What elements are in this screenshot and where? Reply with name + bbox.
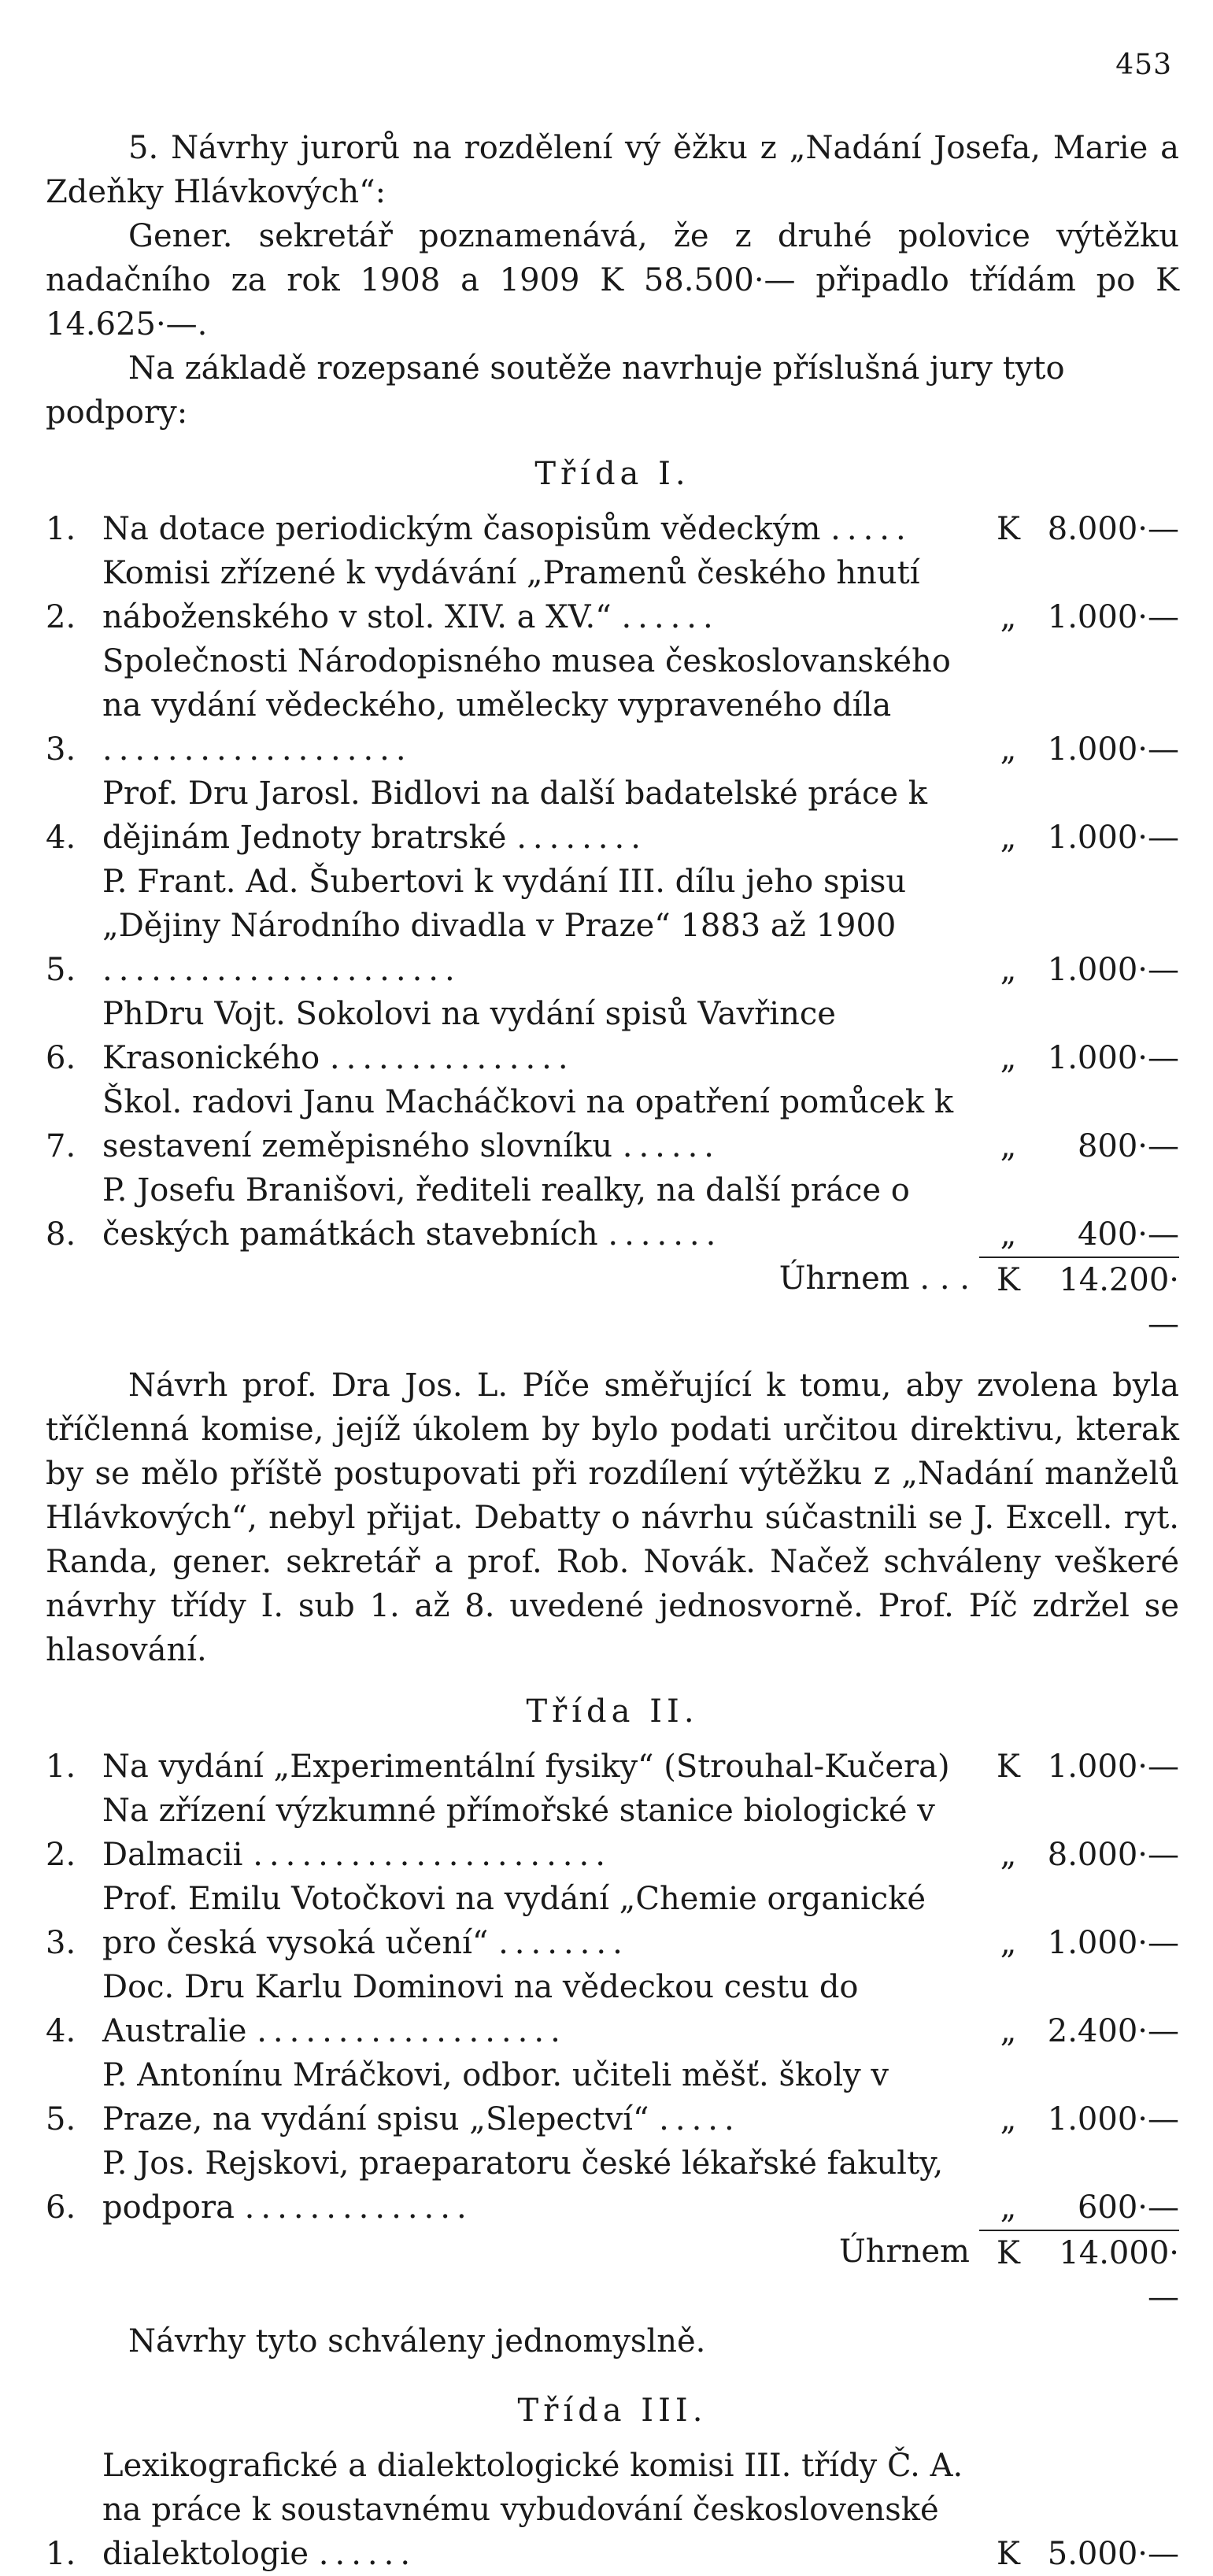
item-text [102,1745,979,1789]
item-description: Prof. Dru Jarosl. Bidlovi na další badatelské práce k dějinám Jednoty bratrské [102,775,928,856]
item-text [102,1080,979,1168]
item-text [102,507,979,551]
item-text [102,772,979,860]
item-amount: 1.000·— [1047,1925,1179,1961]
item-currency: „ [1000,1925,1017,1961]
list-item [46,1745,1179,1789]
item-description: P. Frant. Ad. Šubertovi k vydání III. dílu jeho spisu „Dějiny Národního divadla v Praze“ 1883 až 1900 [102,864,907,944]
list-item [46,772,1179,860]
item-currency: „ [1000,1216,1017,1253]
section-heading: 5. Návrhy jurorů na rozdělení vý ěžku z „Nadání Josefa, Marie a Zdeňky Hlávkových“: [46,130,1179,210]
item-text [102,992,979,1080]
item-text [102,551,979,639]
list-item [46,507,1179,551]
list-item [46,1080,1179,1168]
leader-dots: ................... [102,731,412,768]
item-description: Prof. Emilu Votočkovi na vydání „Chemie organické pro česká vysoká učení“ [102,1881,926,1961]
item-description: Doc. Dru Karlu Dominovi na vědeckou cestu do Australie [102,1969,859,2049]
item-description: Na vydání „Experimentální fysiky“ (Strouhal-Kučera) [102,1749,950,1785]
leader-dots: ....... [608,1216,723,1253]
class-1-total [102,1257,1179,1346]
class-2-list [46,1745,1179,2230]
item-text [102,1789,979,1877]
item-currency: „ [1000,2013,1017,2049]
leader-dots: ...... [318,2536,417,2572]
item-number: 3. [46,1925,76,1961]
list-item [46,2444,1179,2576]
leader-dots: ..... [830,511,912,547]
item-amount: 2.400·— [1047,2013,1179,2049]
paragraph-jury-intro: Na základě rozepsané soutěže navrhuje příslušná jury tyto podpory: [46,350,1065,431]
class-3-title: Třída III. [517,2393,708,2429]
item-description: Komisi zřízené k vydávání „Pramenů českého hnutí náboženského v stol. XIV. a XV.“ [102,555,920,635]
class-3-list [46,2444,1179,2576]
total-currency: K [979,2230,1037,2319]
item-number: 6. [46,1040,76,1076]
item-description: Lexikografické a dialektologické komisi III. třídy Č. A. na práce k soustavnému vybudování československé dialektologie [102,2448,963,2572]
item-description: Na dotace periodickým časopisům vědeckým [102,511,821,547]
item-description: PhDru Vojt. Sokolovi na vydání spisů Vavřince Krasonického [102,996,836,1076]
item-currency: „ [1000,1128,1017,1164]
item-currency: „ [1000,1040,1017,1076]
page-number: 453 [1115,49,1172,81]
class-2-total [102,2230,1179,2319]
leader-dots: .............. [244,2189,473,2226]
list-item [46,639,1179,772]
leader-dots: ........ [516,820,647,856]
leader-dots: ...................... [253,1837,612,1873]
item-number: 7. [46,1128,76,1164]
item-text [102,2444,979,2576]
item-description: P. Josefu Branišovi, řediteli realky, na další práce o českých památkách stavebních [102,1172,910,1253]
total-label: Úhrnem . . . [778,1260,970,1297]
item-number: 2. [46,599,76,635]
leader-dots: ...... [621,599,719,635]
paragraph-debate: Návrh prof. Dra Jos. L. Píče směřující k tomu, aby zvolena byla tříčlenná komise, jejíž úkolem by bylo podati určitou direktivu, kterak by se mělo příště postupovati při rozdílení výtěžku z „Nadání manželů Hlávkových“, nebyl přijat. Debatty o návrhu súčastnili se J. Excell. ryt. Randa, gener. sekretář a prof. Rob. Novák. Načež schváleny veškeré návrhy třídy I. sub 1. až 8. uvedené jednosvorně. Prof. Píč zdržel se hlasování. [46,1368,1179,1668]
list-item [46,860,1179,992]
item-amount: 1.000·— [1047,952,1179,988]
list-item [46,1168,1179,1257]
item-currency: „ [1000,1837,1017,1873]
list-item [46,2053,1179,2141]
item-number: 5. [46,2101,76,2137]
item-amount: 1.000·— [1047,1749,1179,1785]
item-currency: K [997,1749,1020,1785]
list-item [46,2141,1179,2230]
paragraph-secretary-note: Gener. sekretář poznamenává, že z druhé polovice výtěžku nadačního za rok 1908 a 1909 K 58.500·— připadlo třídám po K 14.625·—. [46,218,1179,342]
item-number: 3. [46,731,76,768]
item-text [102,860,979,992]
item-amount: 1.000·— [1047,2101,1179,2137]
item-text [102,2141,979,2230]
item-number: 4. [46,820,76,856]
list-item [46,1877,1179,1965]
item-description: Na zřízení výzkumné přímořské stanice biologické v Dalmacii [102,1793,935,1873]
item-currency: „ [1000,731,1017,768]
total-label: Úhrnem [839,2234,970,2270]
total-amount: 14.200·— [1037,1257,1179,1346]
item-description: P. Jos. Rejskovi, praeparatoru české lékařské fakulty, podpora [102,2145,944,2226]
item-amount: 8.000·— [1047,511,1179,547]
item-amount: 800·— [1077,1128,1179,1164]
item-currency: K [997,2536,1020,2572]
item-description: P. Antonínu Mráčkovi, odbor. učiteli měšť. školy v Praze, na vydání spisu „Slepectví“ [102,2057,889,2137]
list-item [46,992,1179,1080]
item-currency: „ [1000,599,1017,635]
item-number: 1. [46,511,76,547]
item-number: 8. [46,1216,76,1253]
item-amount: 400·— [1077,1216,1179,1253]
item-number: 4. [46,2013,76,2049]
item-text [102,2053,979,2141]
item-description: Společnosti Národopisného musea českoslovanského na vydání vědeckého, umělecky vypraveného díla [102,643,951,724]
item-amount: 1.000·— [1047,1040,1179,1076]
paragraph-approved: Návrhy tyto schváleny jednomyslně. [128,2323,706,2359]
item-currency: „ [1000,2101,1017,2137]
leader-dots: ..... [659,2101,741,2137]
leader-dots: ...................... [102,952,461,988]
item-amount: 8.000·— [1047,1837,1179,1873]
item-text [102,1877,979,1965]
leader-dots: ........ [498,1925,629,1961]
item-amount: 1.000·— [1047,820,1179,856]
list-item [46,551,1179,639]
class-1-title: Třída I. [534,456,690,492]
item-amount: 1.000·— [1047,599,1179,635]
total-currency: K [979,1257,1037,1346]
item-number: 5. [46,952,76,988]
list-item [46,1789,1179,1877]
leader-dots: ...... [622,1128,721,1164]
leader-dots: ............... [329,1040,575,1076]
page-body [46,126,1179,2576]
list-item [46,1965,1179,2053]
item-amount: 5.000·— [1047,2536,1179,2572]
item-text [102,1168,979,1257]
class-1-list [46,507,1179,1257]
item-description: Škol. radovi Janu Macháčkovi na opatření pomůcek k sestavení zeměpisného slovníku [102,1084,954,1164]
item-currency: „ [1000,2189,1017,2226]
item-number: 1. [46,1749,76,1785]
item-text [102,1965,979,2053]
item-amount: 600·— [1077,2189,1179,2226]
class-2-title: Třída II. [526,1693,699,1730]
item-amount: 1.000·— [1047,731,1179,768]
item-currency: „ [1000,820,1017,856]
item-number: 6. [46,2189,76,2226]
item-number: 1. [46,2536,76,2572]
item-currency: „ [1000,952,1017,988]
item-text [102,639,979,772]
total-amount: 14.000·— [1037,2230,1179,2319]
item-number: 2. [46,1837,76,1873]
item-currency: K [997,511,1020,547]
leader-dots: ................... [257,2013,567,2049]
